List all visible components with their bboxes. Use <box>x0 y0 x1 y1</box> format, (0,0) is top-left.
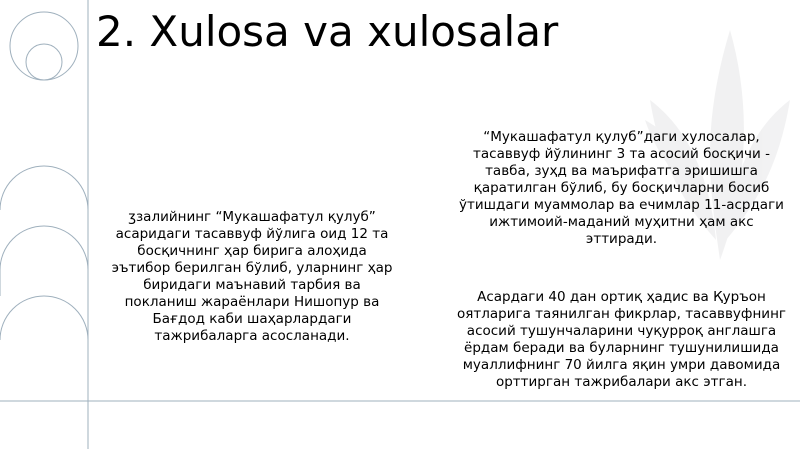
right-bottom-paragraph-line: оятларига таянилган фикрлар, тасаввуфнинг <box>456 306 786 322</box>
left-paragraph-line: босқичнинг ҳар бирига алоҳида <box>137 243 367 259</box>
right-bottom-paragraph-line: ёрдам беради ва буларнинг тушунилишида <box>464 340 779 356</box>
right-top-paragraph-line: “Мукашафатул қулуб”даги хулосалар, <box>483 129 760 145</box>
left-paragraph-line: тажрибаларга асосланади. <box>154 328 350 344</box>
right-bottom-paragraph-line: орттирган тажрибалари акс этган. <box>495 374 748 390</box>
left-paragraph-line: Бағдод каби шаҳарлардаги <box>152 311 352 327</box>
slide-title: 2. Xulosa va xulosalar <box>96 7 559 56</box>
left-paragraph-line: эътибор берилган бўлиб, уларнинг ҳар <box>111 260 393 276</box>
left-paragraph-line: асаридаги тасаввуф йўлига оид 12 та <box>115 226 389 242</box>
right-top-paragraph-line: ижтимоий-маданий муҳитни ҳам акс <box>489 214 754 230</box>
left-paragraph-line: покланиш жараёнлари Нишопур ва <box>124 294 380 310</box>
right-bottom-paragraph-line: асосий тушунчаларини чуқурроқ англашга <box>466 323 777 339</box>
right-top-paragraph-line: ўтишдаги муаммолар ва ечимлар 11-асрдаги <box>459 197 784 213</box>
left-paragraph-line: ӡзалийнинг “Мукашафатул қулуб” <box>128 209 376 225</box>
right-top-paragraph-line: эттиради. <box>585 231 658 247</box>
left-paragraph-line: биридаги маънавий тарбия ва <box>143 277 361 293</box>
right-bottom-paragraph-line: муаллифнинг 70 йилга яқин умри давомида <box>462 357 781 373</box>
left-paragraph <box>106 209 398 345</box>
right-top-paragraph-line: қаратилган бўлиб, бу босқичларни босиб <box>473 180 770 196</box>
right-top-paragraph-line: тавба, зуҳд ва маърифатга эришишга <box>485 163 758 179</box>
right-top-paragraph <box>450 129 793 248</box>
right-top-paragraph-line: тасаввуф йўлининг 3 та асосий босқичи - <box>473 146 770 162</box>
right-bottom-paragraph <box>450 289 793 391</box>
right-bottom-paragraph-line: Асардаги 40 дан ортиқ ҳадис ва Қуръон <box>477 289 766 305</box>
